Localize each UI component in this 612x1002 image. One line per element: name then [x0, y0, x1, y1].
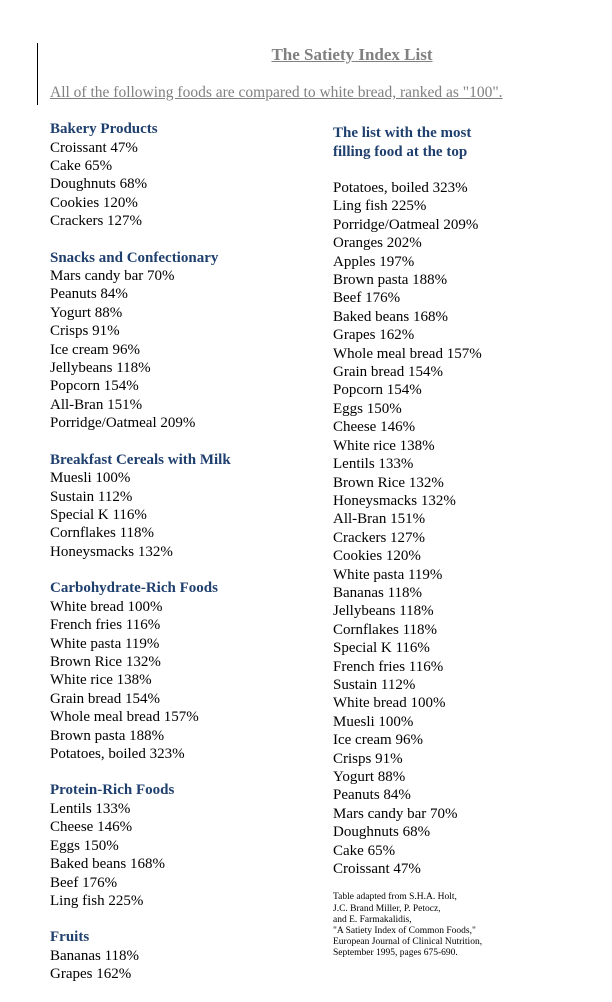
- category-heading: Carbohydrate-Rich Foods: [50, 580, 218, 597]
- ranked-item: White pasta 119%: [333, 566, 443, 583]
- food-item: Cake 65%: [50, 157, 113, 174]
- food-item: White pasta 119%: [50, 635, 160, 652]
- ranked-item: Doughnuts 68%: [333, 824, 431, 841]
- ranked-heading-line: The list with the most: [333, 125, 472, 141]
- food-item: Porridge/Oatmeal 209%: [50, 415, 196, 432]
- ranked-item: Cookies 120%: [333, 548, 421, 565]
- ranked-item: French fries 116%: [333, 658, 444, 675]
- category-heading: Fruits: [50, 929, 90, 946]
- ranked-item: Popcorn 154%: [333, 382, 422, 399]
- food-item: Honeysmacks 132%: [50, 543, 173, 560]
- ranked-item: Peanuts 84%: [333, 787, 411, 804]
- food-item: Eggs 150%: [50, 837, 119, 854]
- food-item: All-Bran 151%: [50, 396, 143, 413]
- food-item: Cheese 146%: [50, 819, 133, 836]
- category-section: [50, 928, 320, 983]
- food-item: Grain bread 154%: [50, 690, 160, 707]
- food-item: Cornflakes 118%: [50, 525, 155, 542]
- ranked-item: Grain bread 154%: [333, 364, 443, 381]
- food-item: Ling fish 225%: [50, 892, 144, 909]
- category-heading: Breakfast Cereals with Milk: [50, 451, 231, 468]
- food-item: Potatoes, boiled 323%: [50, 745, 185, 762]
- ranked-item: Ice cream 96%: [333, 732, 423, 749]
- ranked-item: Sustain 112%: [333, 676, 416, 693]
- citation-line: "A Satiety Index of Common Foods,": [333, 926, 476, 937]
- food-item: Bananas 118%: [50, 947, 140, 964]
- page-title: The Satiety Index List: [271, 45, 433, 64]
- category-section: [50, 249, 320, 433]
- food-item: Muesli 100%: [50, 470, 131, 487]
- citation-line: September 1995, pages 675-690.: [333, 948, 458, 959]
- ranked-item: Cornflakes 118%: [333, 621, 438, 638]
- ranked-item: Porridge/Oatmeal 209%: [333, 216, 479, 233]
- ranked-item: Lentils 133%: [333, 456, 414, 473]
- ranked-item: Whole meal bread 157%: [333, 345, 482, 362]
- food-item: White rice 138%: [50, 672, 152, 689]
- ranked-heading-line: filling food at the top: [333, 143, 468, 160]
- food-item: Crisps 91%: [50, 323, 120, 340]
- page-subtitle: All of the following foods are compared to white bread, ranked as "100".: [50, 84, 503, 101]
- category-section: [50, 781, 320, 910]
- ranked-item: All-Bran 151%: [333, 511, 426, 528]
- ranked-item: Eggs 150%: [333, 400, 402, 417]
- ranked-item: Special K 116%: [333, 640, 430, 657]
- food-item: Whole meal bread 157%: [50, 709, 199, 726]
- category-column: [50, 120, 320, 1002]
- food-item: Lentils 133%: [50, 800, 131, 817]
- food-item: Doughnuts 68%: [50, 176, 148, 193]
- ranked-item: Apples 197%: [333, 253, 415, 270]
- food-item: Brown Rice 132%: [50, 653, 161, 670]
- ranked-column: [333, 124, 603, 960]
- ranked-item: Oranges 202%: [333, 235, 422, 252]
- food-item: Grapes 162%: [50, 966, 132, 983]
- ranked-list: [333, 179, 603, 878]
- category-heading: Bakery Products: [50, 121, 158, 137]
- category-section: [50, 120, 320, 231]
- ranked-item: Brown Rice 132%: [333, 474, 444, 491]
- ranked-item: Crisps 91%: [333, 750, 403, 767]
- ranked-item: Cake 65%: [333, 842, 396, 859]
- ranked-item: Jellybeans 118%: [333, 603, 434, 620]
- ranked-item: White bread 100%: [333, 695, 446, 712]
- ranked-item: Mars candy bar 70%: [333, 805, 458, 822]
- category-section: [50, 451, 320, 562]
- food-item: White bread 100%: [50, 598, 163, 615]
- ranked-item: Cheese 146%: [333, 419, 416, 436]
- ranked-item: Bananas 118%: [333, 584, 423, 601]
- ranked-item: Beef 176%: [333, 290, 401, 307]
- food-item: Peanuts 84%: [50, 286, 128, 303]
- citation-line: European Journal of Clinical Nutrition,: [333, 937, 483, 948]
- ranked-item: Ling fish 225%: [333, 198, 427, 215]
- food-item: Cookies 120%: [50, 194, 138, 211]
- food-item: Beef 176%: [50, 874, 118, 891]
- food-item: Special K 116%: [50, 507, 147, 523]
- citation-line: and E. Farmakalidis,: [333, 914, 412, 925]
- category-heading: Protein-Rich Foods: [50, 782, 175, 799]
- ranked-item: Yogurt 88%: [333, 769, 406, 785]
- food-item: Ice cream 96%: [50, 341, 140, 358]
- ranked-item: Brown pasta 188%: [333, 272, 448, 289]
- ranked-item: Honeysmacks 132%: [333, 492, 456, 509]
- food-item: Crackers 127%: [50, 213, 143, 230]
- ranked-item: Grapes 162%: [333, 327, 415, 344]
- food-item: Jellybeans 118%: [50, 360, 151, 377]
- food-item: Sustain 112%: [50, 488, 133, 505]
- ranked-item: Potatoes, boiled 323%: [333, 180, 468, 196]
- food-item: Mars candy bar 70%: [50, 268, 175, 285]
- food-item: Baked beans 168%: [50, 856, 165, 873]
- ranked-item: Baked beans 168%: [333, 308, 448, 325]
- category-section: [50, 579, 320, 763]
- ranked-item: Crackers 127%: [333, 529, 426, 546]
- citation: [333, 892, 603, 959]
- ranked-item: Croissant 47%: [333, 861, 421, 878]
- citation-line: Table adapted from S.H.A. Holt,: [333, 892, 457, 903]
- food-item: Croissant 47%: [50, 139, 138, 156]
- food-item: Yogurt 88%: [50, 304, 123, 321]
- food-item: Popcorn 154%: [50, 378, 139, 395]
- food-item: French fries 116%: [50, 617, 161, 634]
- ranked-item: White rice 138%: [333, 437, 435, 454]
- ranked-heading: [333, 124, 603, 161]
- ranked-item: Muesli 100%: [333, 713, 414, 730]
- food-item: Brown pasta 188%: [50, 727, 165, 744]
- category-heading: Snacks and Confectionary: [50, 249, 219, 266]
- citation-line: J.C. Brand Miller, P. Petocz,: [333, 903, 441, 914]
